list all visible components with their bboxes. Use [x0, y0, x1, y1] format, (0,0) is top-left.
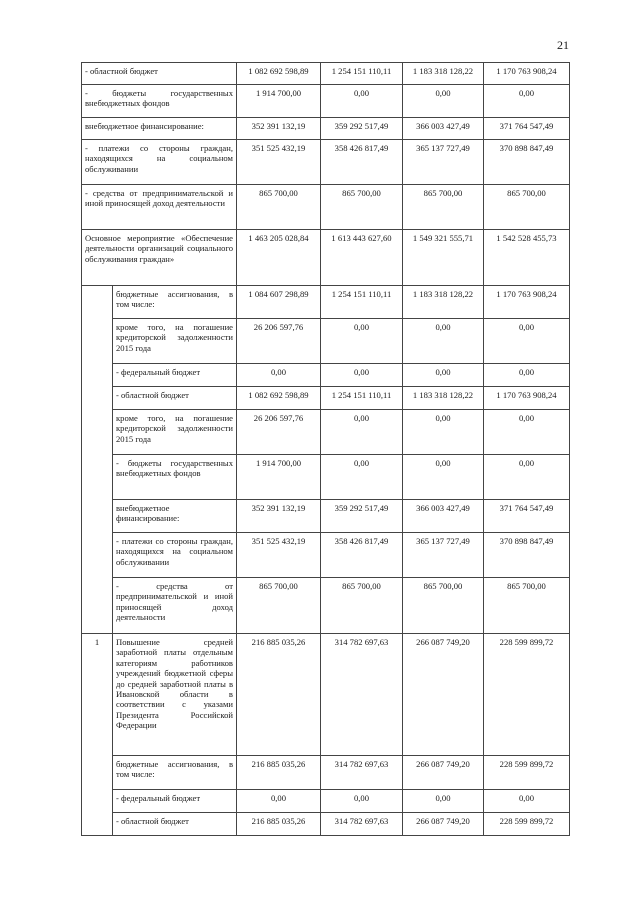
value-cell: 216 885 035,26: [237, 634, 321, 756]
row-label: - федеральный бюджет: [113, 364, 237, 387]
value-cell: 365 137 727,49: [403, 533, 484, 578]
value-cell: 216 885 035,26: [237, 813, 321, 836]
table-row: [82, 387, 570, 410]
table-row: [82, 410, 570, 455]
value-cell: 228 599 899,72: [484, 813, 570, 836]
value-cell: 314 782 697,63: [321, 634, 403, 756]
value-cell: 1 254 151 110,11: [321, 286, 403, 319]
value-cell: 351 525 432,19: [237, 140, 321, 185]
value-cell: 0,00: [321, 319, 403, 364]
value-cell: 1 914 700,00: [237, 455, 321, 500]
value-cell: 1 183 318 128,22: [403, 63, 484, 85]
table-row: [82, 85, 570, 118]
value-cell: 0,00: [484, 790, 570, 813]
row-label: внебюджетное финансирование:: [113, 500, 237, 533]
value-cell: 359 292 517,49: [321, 500, 403, 533]
row-label: - бюджеты государственных внебюджетных фондов: [82, 85, 237, 118]
table-row: [82, 286, 570, 319]
value-cell: 358 426 817,49: [321, 533, 403, 578]
row-label: внебюджетное финансирование:: [82, 118, 237, 140]
value-cell: 370 898 847,49: [484, 533, 570, 578]
value-cell: 0,00: [321, 455, 403, 500]
table-row: [82, 634, 570, 756]
value-cell: 1 183 318 128,22: [403, 286, 484, 319]
row-label: Основное мероприятие «Обеспечение деятельности организаций социального обслуживания граждан»: [82, 230, 237, 286]
table-row: [82, 813, 570, 836]
value-cell: 0,00: [403, 455, 484, 500]
value-cell: 1 549 321 555,71: [403, 230, 484, 286]
table-row: [82, 533, 570, 578]
row-label: Повышение средней заработной платы отдельным категориям работников учреждений бюджетной сферы до средней заработной платы в Ивановской области в соответствии с указами Президента Российской Федерации: [113, 634, 237, 756]
value-cell: 351 525 432,19: [237, 533, 321, 578]
value-cell: 266 087 749,20: [403, 813, 484, 836]
value-cell: 0,00: [403, 319, 484, 364]
value-cell: 1 170 763 908,24: [484, 63, 570, 85]
value-cell: 371 764 547,49: [484, 118, 570, 140]
value-cell: 358 426 817,49: [321, 140, 403, 185]
value-cell: 314 782 697,63: [321, 813, 403, 836]
row-label: - областной бюджет: [113, 387, 237, 410]
table-row: [82, 185, 570, 230]
table-row: [82, 364, 570, 387]
value-cell: 0,00: [403, 410, 484, 455]
value-cell: 228 599 899,72: [484, 634, 570, 756]
value-cell: 0,00: [484, 410, 570, 455]
value-cell: 1 613 443 627,60: [321, 230, 403, 286]
value-cell: 366 003 427,49: [403, 500, 484, 533]
value-cell: 216 885 035,26: [237, 756, 321, 790]
page-number: 21: [557, 38, 569, 52]
table-row: [82, 455, 570, 500]
value-cell: 1 254 151 110,11: [321, 387, 403, 410]
index-cell-empty: [82, 286, 113, 634]
row-label: бюджетные ассигнования, в том числе:: [113, 756, 237, 790]
value-cell: 1 084 607 298,89: [237, 286, 321, 319]
table-row: [82, 140, 570, 185]
row-label: - бюджеты государственных внебюджетных фондов: [113, 455, 237, 500]
value-cell: 1 542 528 455,73: [484, 230, 570, 286]
value-cell: 266 087 749,20: [403, 756, 484, 790]
value-cell: 0,00: [237, 364, 321, 387]
row-label: - платежи со стороны граждан, находящихся на социальном обслуживании: [113, 533, 237, 578]
table-row: [82, 500, 570, 533]
value-cell: 26 206 597,76: [237, 319, 321, 364]
table-row: [82, 118, 570, 140]
value-cell: 370 898 847,49: [484, 140, 570, 185]
value-cell: 865 700,00: [237, 185, 321, 230]
budget-table-body: [82, 63, 570, 836]
value-cell: 0,00: [321, 364, 403, 387]
value-cell: 1 914 700,00: [237, 85, 321, 118]
value-cell: 0,00: [484, 319, 570, 364]
table-row: [82, 790, 570, 813]
value-cell: 0,00: [321, 410, 403, 455]
value-cell: 865 700,00: [321, 578, 403, 634]
value-cell: 0,00: [484, 364, 570, 387]
value-cell: 359 292 517,49: [321, 118, 403, 140]
row-label: бюджетные ассигнования, в том числе:: [113, 286, 237, 319]
value-cell: 365 137 727,49: [403, 140, 484, 185]
value-cell: 228 599 899,72: [484, 756, 570, 790]
value-cell: 314 782 697,63: [321, 756, 403, 790]
row-label: - платежи со стороны граждан, находящихся на социальном обслуживании: [82, 140, 237, 185]
value-cell: 865 700,00: [237, 578, 321, 634]
table-row: [82, 578, 570, 634]
value-cell: 0,00: [237, 790, 321, 813]
value-cell: 366 003 427,49: [403, 118, 484, 140]
value-cell: 865 700,00: [403, 185, 484, 230]
value-cell: 352 391 132,19: [237, 500, 321, 533]
value-cell: 865 700,00: [403, 578, 484, 634]
value-cell: 1 082 692 598,89: [237, 387, 321, 410]
value-cell: 1 463 205 028,84: [237, 230, 321, 286]
value-cell: 0,00: [321, 790, 403, 813]
value-cell: 0,00: [484, 85, 570, 118]
value-cell: 266 087 749,20: [403, 634, 484, 756]
row-label: - областной бюджет: [82, 63, 237, 85]
value-cell: 0,00: [484, 455, 570, 500]
value-cell: 865 700,00: [321, 185, 403, 230]
value-cell: 352 391 132,19: [237, 118, 321, 140]
row-label: - средства от предпринимательской и иной приносящей доход деятельности: [113, 578, 237, 634]
value-cell: 1 170 763 908,24: [484, 387, 570, 410]
row-label: - федеральный бюджет: [113, 790, 237, 813]
row-label: - областной бюджет: [113, 813, 237, 836]
value-cell: 865 700,00: [484, 578, 570, 634]
table-row: [82, 230, 570, 286]
value-cell: 0,00: [403, 790, 484, 813]
value-cell: 0,00: [403, 364, 484, 387]
value-cell: 865 700,00: [484, 185, 570, 230]
table-row: [82, 63, 570, 85]
table-row: [82, 319, 570, 364]
row-label: - средства от предпринимательской и иной приносящей доход деятельности: [82, 185, 237, 230]
value-cell: 0,00: [403, 85, 484, 118]
item-index: 1: [82, 634, 113, 836]
value-cell: 26 206 597,76: [237, 410, 321, 455]
table-row: [82, 756, 570, 790]
row-label: кроме того, на погашение кредиторской задолженности 2015 года: [113, 410, 237, 455]
value-cell: 371 764 547,49: [484, 500, 570, 533]
value-cell: 1 170 763 908,24: [484, 286, 570, 319]
value-cell: 1 254 151 110,11: [321, 63, 403, 85]
value-cell: 1 082 692 598,89: [237, 63, 321, 85]
budget-table: [81, 62, 570, 836]
value-cell: 0,00: [321, 85, 403, 118]
row-label: кроме того, на погашение кредиторской задолженности 2015 года: [113, 319, 237, 364]
value-cell: 1 183 318 128,22: [403, 387, 484, 410]
